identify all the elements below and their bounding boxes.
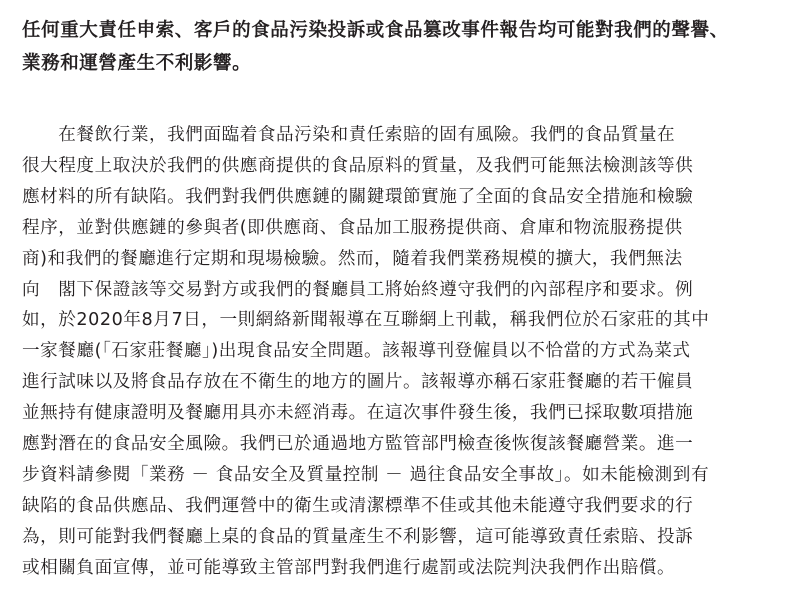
paragraph-line: 進行試味以及將食品存放在不衛生的地方的圖片。該報導亦稱石家莊餐廳的若干僱員: [22, 372, 694, 393]
risk-factor-paragraph: [22, 120, 792, 584]
paragraph-line: 如，於2020年8月7日，一則網絡新聞報導在互聯網上刊載，稱我們位於石家莊的其中: [22, 310, 710, 331]
paragraph-line: 在餐飲行業，我們面臨着食品污染和責任索賠的固有風險。我們的食品質量在: [22, 125, 676, 145]
paragraph-line: 應材料的所有缺陷。我們對我們供應鏈的關鍵環節實施了全面的食品安全措施和檢驗: [22, 186, 694, 207]
risk-factor-heading: [22, 14, 792, 80]
paragraph-line: 並無持有健康證明及餐廳用具亦未經消毒。在這次事件發生後，我們已採取數項措施: [22, 403, 694, 424]
paragraph-line: 程序，並對供應鏈的參與者(即供應商、食品加工服務提供商、倉庫和物流服務提供: [22, 217, 683, 238]
paragraph-line: 應對潛在的食品安全風險。我們已於通過地方監管部門檢查後恢復該餐廳營業。進一: [22, 434, 694, 455]
paragraph-line: 一家餐廳(「石家莊餐廳」)出現食品安全問題。該報導刊登僱員以不恰當的方式為菜式: [22, 341, 691, 362]
heading-line: 任何重大責任申索、客戶的食品污染投訴或食品篡改事件報告均可能對我們的聲譽、: [22, 20, 729, 41]
paragraph-line: 商)和我們的餐廳進行定期和現場檢驗。然而，隨着我們業務規模的擴大，我們無法: [22, 248, 683, 269]
paragraph-line: 缺陷的食品供應品、我們運營中的衛生或清潔標準不佳或其他未能遵守我們要求的行: [22, 495, 694, 516]
paragraph-line: 很大程度上取決於我們的供應商提供的食品原料的質量，及我們可能無法檢測該等供: [22, 155, 694, 176]
paragraph-line: 為，則可能對我們餐廳上桌的食品的質量產生不利影響，這可能導致責任索賠、投訴: [22, 526, 694, 547]
paragraph-line: 或相關負面宣傳，並可能導致主管部門對我們進行處罰或法院判決我們作出賠償。: [22, 557, 676, 578]
heading-line: 業務和運營產生不利影響。: [22, 53, 252, 74]
paragraph-line: 步資料請參閱「業務 － 食品安全及質量控制 － 過往食品安全事故」。如未能檢測到有: [22, 464, 710, 485]
paragraph-line: 向 閣下保證該等交易對方或我們的餐廳員工將始終遵守我們的內部程序和要求。例: [22, 279, 694, 300]
